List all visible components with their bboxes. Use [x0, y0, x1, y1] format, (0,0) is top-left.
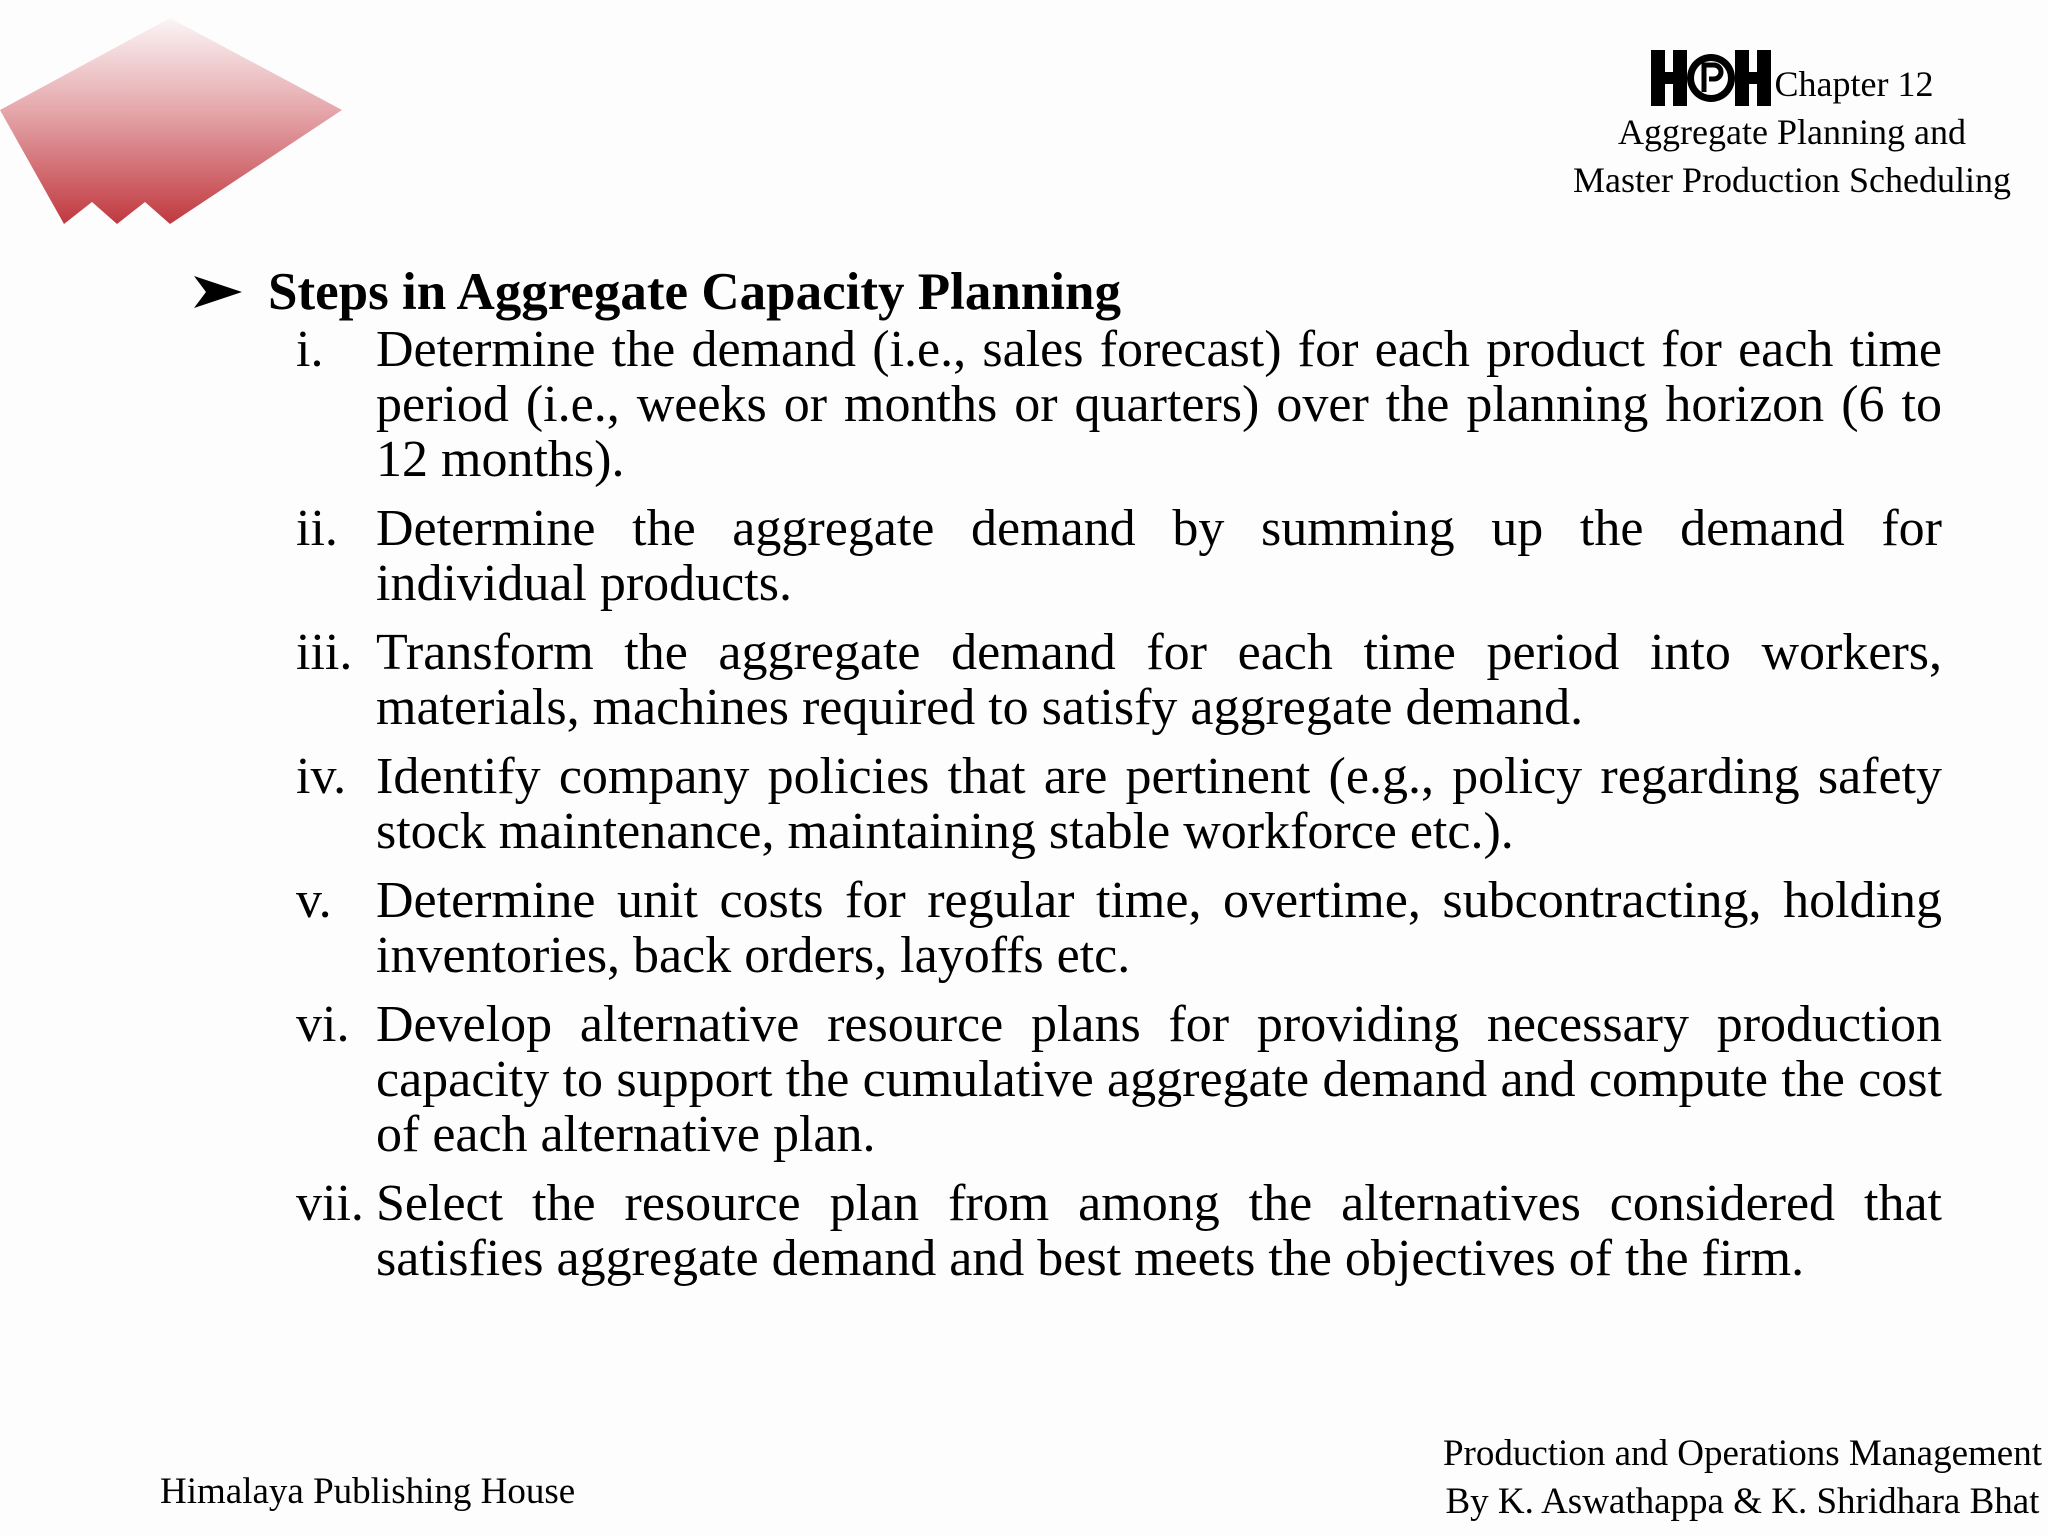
book-footer — [1443, 1430, 2042, 1526]
chapter-title-line2: Master Production Scheduling — [1573, 160, 2011, 200]
chapter-title-line1: Aggregate Planning and — [1618, 112, 1966, 152]
step-text: Select the resource plan from among the alternatives considered that satisfies aggregate demand and best meets the objectives of the firm. — [376, 1175, 1942, 1287]
list-item — [296, 625, 1942, 735]
step-text: Determine the demand (i.e., sales forecast) for each product for each time period (i.e., weeks or months or quarters) over the planning horizon (6 to 12 months). — [376, 321, 1942, 488]
step-number: v. — [296, 872, 332, 929]
steps-list — [296, 322, 1942, 1286]
book-authors: By K. Aswathappa & K. Shridhara Bhat — [1445, 1481, 2040, 1522]
arrow-bullet-icon — [190, 272, 250, 312]
chapter-header — [1542, 48, 2042, 204]
step-number: vii. — [296, 1175, 364, 1232]
list-item — [296, 322, 1942, 487]
heading-text: Steps in Aggregate Capacity Planning — [268, 263, 1121, 321]
list-item — [296, 873, 1942, 983]
chapter-number: Chapter 12 — [1774, 64, 1934, 104]
slide-content — [190, 256, 1942, 1300]
step-number: vi. — [296, 996, 350, 1053]
list-item — [296, 1176, 1942, 1286]
step-number: ii. — [296, 500, 338, 557]
list-item — [296, 501, 1942, 611]
publisher-footer: Himalaya Publishing House — [160, 1471, 576, 1512]
list-item — [296, 997, 1942, 1162]
hph-logo-icon — [1651, 48, 1771, 108]
step-number: iv. — [296, 748, 347, 805]
step-text: Determine unit costs for regular time, overtime, subcontracting, holding inventories, back orders, layoffs etc. — [376, 872, 1942, 984]
list-item — [296, 749, 1942, 859]
step-number: i. — [296, 321, 324, 378]
step-text: Determine the aggregate demand by summing up the demand for individual products. — [376, 500, 1942, 612]
book-title: Production and Operations Management — [1442, 1433, 2042, 1474]
decorative-red-diamond — [0, 18, 350, 228]
step-text: Transform the aggregate demand for each time period into workers, materials, machines required to satisfy aggregate demand. — [376, 624, 1942, 736]
step-text: Develop alternative resource plans for providing necessary production capacity to support the cumulative aggregate demand and compute the cost of each alternative plan. — [376, 996, 1942, 1163]
section-heading — [190, 256, 1942, 328]
step-number: iii. — [296, 624, 353, 681]
step-text: Identify company policies that are pertinent (e.g., policy regarding safety stock maintenance, maintaining stable workforce etc.). — [376, 748, 1942, 860]
